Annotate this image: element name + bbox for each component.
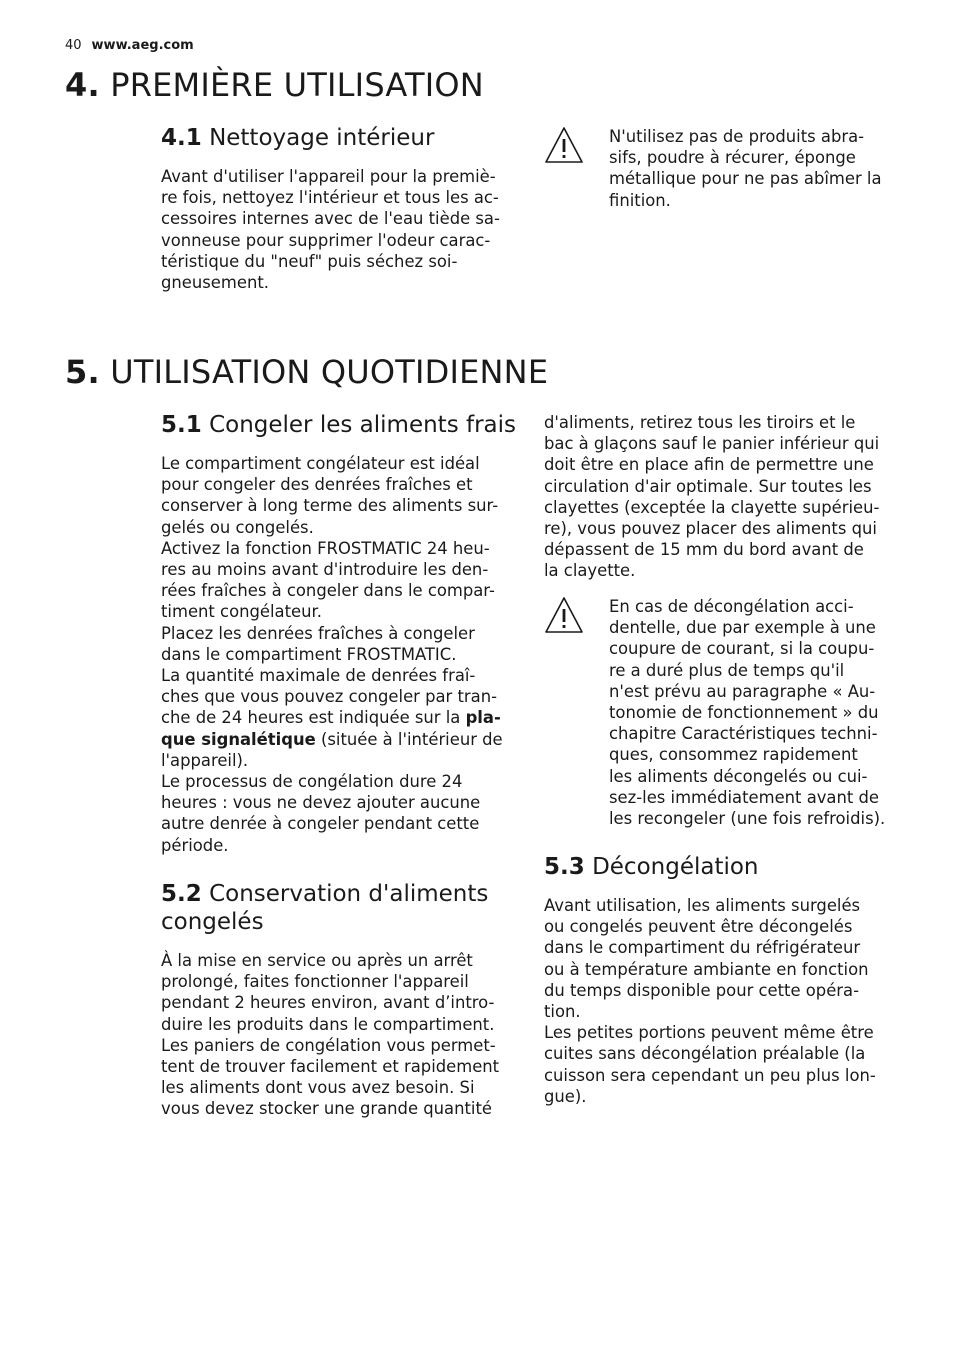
page-header [65,38,194,53]
section-5-1-body [161,453,531,856]
section-5-2-heading [161,880,488,936]
section-5-2-number: 5.2 [161,881,202,907]
page-number: 40 [65,38,82,53]
website-url[interactable]: www.aeg.com [91,38,194,53]
section-5-1-title: Congeler les aliments frais [209,412,517,438]
section-5-3-heading [544,853,759,881]
section-5-1-number: 5.1 [161,412,202,438]
chapter-5-title: UTILISATION QUOTIDIENNE [110,353,549,391]
section-4-1-title: Nettoyage intérieur [209,125,435,151]
warning-text-defrost: En cas de décongélation acci- dentelle, due par exemple à une coupure de courant, si la coupu- re a duré plus de temps qu'il n'est prévu au paragraphe « Au- tonomie de fonctionnement » du chapitre Caractéristiques techni- ques, consommez rapidement les aliments décongelés ou cui- sez-les immédiatement avant de les recongeler (une fois refroidis). [609,597,886,829]
section-5-1-body-part1: Le compartiment congélateur est idéal pour congeler des denrées fraîches et conserver à long terme des aliments sur- gelés ou congelés. Activez la fonction FROSTMATIC 24 heu- res au moins avant d'introduire les den- rées fraîches à congeler dans le compar- timent congélateur. Placez les denrées fraîches à congeler dans le compartiment FROSTMATIC. La quantité maximale de denrées fraî- ches que vous pouvez congeler par tran- che de 24 heures est indiquée sur la [161,454,499,728]
section-5-3-body: Avant utilisation, les aliments surgelés ou congelés peuvent être décongelés dans le compartiment du réfrigérateur ou à température ambiante en fonction du temps disponible pour cette opéra- tion. Les petites portions peuvent même être cuites sans décongélation préalable (la cuisson sera cependant un peu plus lon- gue). [544,896,876,1106]
rating-plate-term: pla- que signalétique [161,708,501,749]
section-5-1-heading [161,411,516,439]
warning-text-abrasives: N'utilisez pas de produits abra- sifs, poudre à récurer, éponge métallique pour ne pas abîmer la finition. [609,127,882,210]
section-5-3-number: 5.3 [544,854,585,880]
chapter-5-number: 5. [65,353,100,391]
chapter-4-heading [65,66,484,104]
section-5-1-body-part2: (située à l'intérieur de l'appareil). Le processus de congélation dure 24 heures : vous ne devez ajouter aucune autre denrée à congeler pendant cette période. [161,729,503,855]
warning-triangle-icon [544,596,584,634]
section-5-2-body: À la mise en service ou après un arrêt prolongé, faites fonctionner l'appareil pendant 2 heures environ, avant d’intro- duire les produits dans le compartiment. Les paniers de congélation vous permet- tent de trouver facilement et rapidement les aliments dont vous avez besoin. Si vous devez stocker une grande quantité [161,951,500,1119]
chapter-4-number: 4. [65,66,100,104]
chapter-5-heading [65,353,548,391]
section-5-2-body-continued: d'aliments, retirez tous les tiroirs et le bac à glaçons sauf le panier inférieur qui doit être en place afin de permettre une circulation d'air optimale. Sur toutes les clayettes (exceptée la clayette supérieu- re), vous pouvez placer des aliments qui dépassent de 15 mm du bord avant de la clayette. [544,413,880,581]
section-5-3-title: Décongélation [592,854,759,880]
warning-triangle-icon [544,126,584,164]
section-4-1-body: Avant d'utiliser l'appareil pour la premiè- re fois, nettoyez l'intérieur et tous les ac- cessoires internes avec de l'eau tiède sa- vonneuse pour supprimer l'odeur carac- téristique du "neuf" puis séchez soi- gneusement. [161,167,500,293]
section-4-1-heading [161,124,434,152]
section-5-2-title: Conservation d'aliments congelés [161,881,489,935]
section-4-1-number: 4.1 [161,125,202,151]
chapter-4-title: PREMIÈRE UTILISATION [110,66,484,104]
